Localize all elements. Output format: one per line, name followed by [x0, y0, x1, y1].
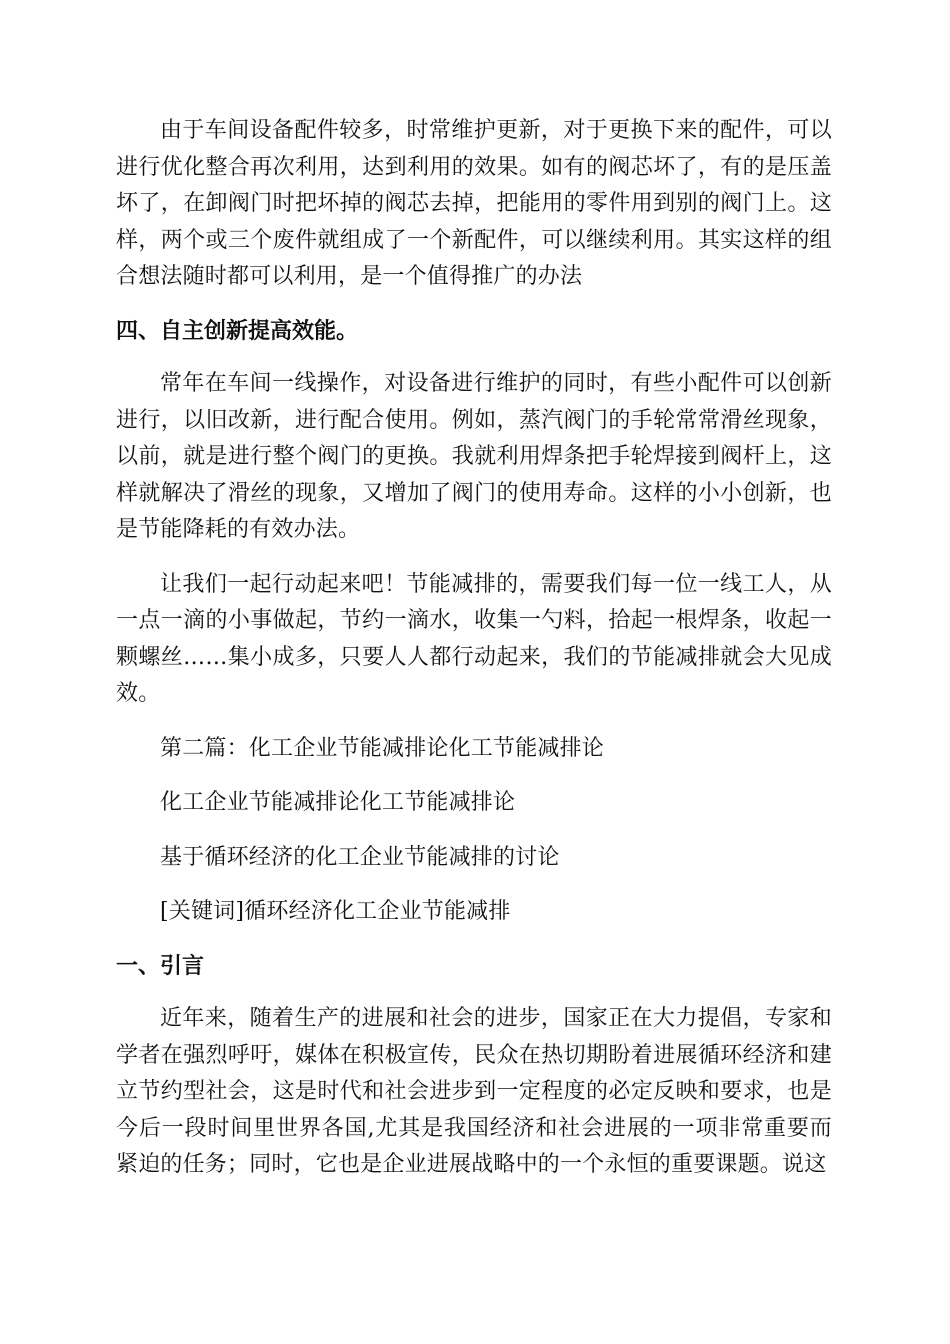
paragraph-keywords: [关键词]循环经济化工企业节能减排 — [160, 899, 511, 924]
document-body — [116, 113, 832, 1184]
paragraph-call-to-action: 让我们一起行动起来吧！节能减排的，需要我们每一位一线工人，从一点一滴的小事做起，节约一滴水，收集一勺料，拾起一根焊条，收起一颗螺丝……集小成多，只要人人都行动起来，我们的节能减排就会大见成效。 — [116, 571, 832, 706]
paragraph-discussion-title: 基于循环经济的化工企业节能减排的讨论 — [160, 844, 560, 870]
paragraph-introduction: 近年来，随着生产的进展和社会的进步，国家正在大力提倡，专家和学者在强烈呼吁，媒体在积极宣传，民众在热切期盼着进展循环经济和建立节约型社会，这是时代和社会进步到一定程度的必定反映和要求，也是今后一段时间里世界各国,尤其是我国经济和社会进展的一项非常重要而紧迫的任务；同时，它也是企业进展战略中的一个永恒的重要课题。说这 — [116, 1006, 832, 1177]
paragraph-article-subtitle: 化工企业节能减排论化工节能减排论 — [160, 790, 516, 815]
paragraph-second-article-title: 第二篇：化工企业节能减排论化工节能减排论 — [160, 735, 605, 761]
section-heading-introduction: 一、引言 — [116, 953, 205, 979]
section-heading-innovation: 四、自主创新提高效能。 — [116, 318, 359, 344]
paragraph-parts-reuse: 由于车间设备配件较多，时常维护更新，对于更换下来的配件，可以进行优化整合再次利用，达到利用的效果。如有的阀芯坏了，有的是压盖坏了，在卸阀门时把坏掉的阀芯去掉，把能用的零件用到别的阀门上。这样，两个或三个废件就组成了一个新配件，可以继续利用。其实这样的组合想法随时都可以利用，是一个值得推广的办法 — [116, 118, 832, 289]
paragraph-innovation: 常年在车间一线操作，对设备进行维护的同时，有些小配件可以创新进行，以旧改新，进行配合使用。例如，蒸汽阀门的手轮常常滑丝现象，以前，就是进行整个阀门的更换。我就利用焊条把手轮焊接到阀杆上，这样就解决了滑丝的现象，又增加了阀门的使用寿命。这样的小小创新，也是节能降耗的有效办法。 — [116, 371, 832, 542]
